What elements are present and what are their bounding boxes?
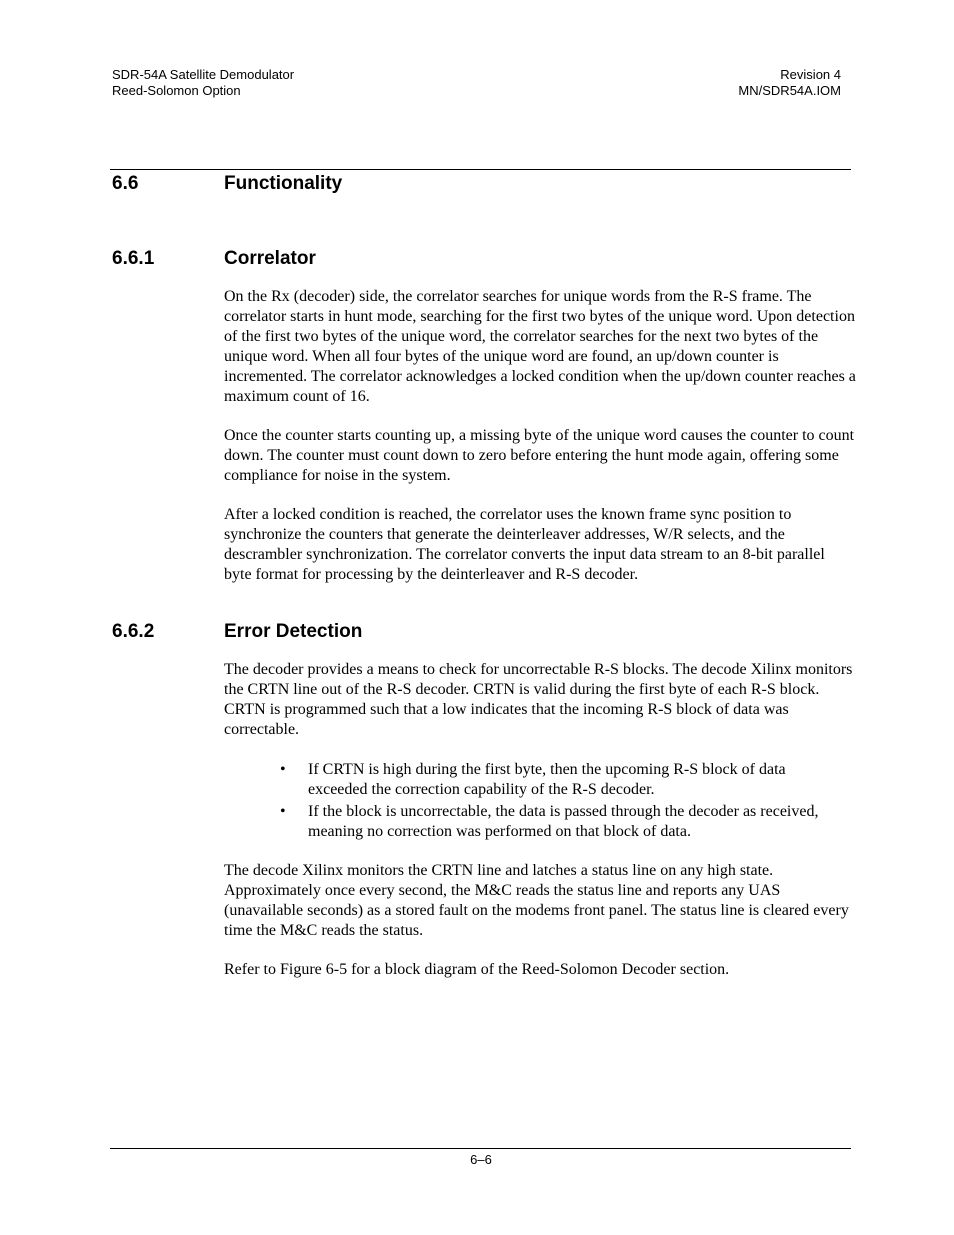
- footer-rule: [110, 1148, 851, 1149]
- section-heading-6-6-1: [112, 248, 316, 270]
- doc-revision: Revision 4: [780, 67, 841, 82]
- paragraph: Refer to Figure 6-5 for a block diagram of the Reed-Solomon Decoder section.: [224, 961, 730, 978]
- section-number: 6.6: [112, 173, 139, 194]
- section-title: Correlator: [224, 248, 316, 269]
- bullet-icon: •: [280, 803, 286, 820]
- doc-title: SDR-54A Satellite Demodulator: [112, 67, 295, 82]
- list-item-text: If the block is uncorrectable, the data is passed through the decoder as received, meaning no correction was performed on that block of data.: [308, 803, 819, 840]
- doc-id: MN/SDR54A.IOM: [738, 83, 841, 98]
- section-title: Functionality: [224, 173, 343, 194]
- paragraph: On the Rx (decoder) side, the correlator searches for unique words from the R-S frame. The correlator starts in hunt mode, searching for the first two bytes of the unique word. Upon detection of the first two bytes of the unique word, the correlator searches for the next two bytes of the unique word. When all four bytes of the unique word are found, an up/down counter is incremented. The correlator acknowledges a locked condition when the up/down counter reaches a maximum count of 16.: [224, 288, 856, 405]
- bullet-icon: •: [280, 761, 286, 778]
- document-header-right: [738, 67, 841, 99]
- paragraph: After a locked condition is reached, the correlator uses the known frame sync position to synchronize the counters that generate the deinterleaver addresses, W/R selects, and the descrambler synchronization. The correlator converts the input data stream to an 8-bit parallel byte format for processing by the deinterleaver and R-S decoder.: [224, 506, 825, 583]
- section-number: 6.6.1: [112, 248, 155, 269]
- paragraph: The decode Xilinx monitors the CRTN line and latches a status line on any high state. Approximately once every second, the M&C reads the status line and reports any UAS (unavailable seconds) as a stored fault on the modems front panel. The status line is cleared every time the M&C reads the status.: [224, 862, 849, 939]
- section-title: Error Detection: [224, 621, 363, 642]
- bullet-list: [280, 760, 848, 844]
- doc-subtitle: Reed-Solomon Option: [112, 83, 241, 98]
- header-rule: [110, 169, 851, 170]
- section-heading-6-6-2: [112, 621, 362, 643]
- paragraph: The decoder provides a means to check for uncorrectable R-S blocks. The decode Xilinx monitors the CRTN line out of the R-S decoder. CRTN is valid during the first byte of each R-S block. CRTN is programmed such that a low indicates that the incoming R-S block of data was correctable.: [224, 661, 853, 738]
- section-number: 6.6.2: [112, 621, 155, 642]
- section-heading-6-6: [112, 173, 342, 195]
- list-item: [280, 760, 848, 800]
- document-header-left: [112, 67, 294, 99]
- list-item: [280, 802, 848, 842]
- list-item-text: If CRTN is high during the first byte, then the upcoming R-S block of data exceeded the correction capability of the R-S decoder.: [308, 761, 786, 798]
- page-number: 6–6: [470, 1152, 492, 1167]
- paragraph: Once the counter starts counting up, a missing byte of the unique word causes the counter to count down. The counter must count down to zero before entering the hunt mode again, offering some compliance for noise in the system.: [224, 427, 855, 484]
